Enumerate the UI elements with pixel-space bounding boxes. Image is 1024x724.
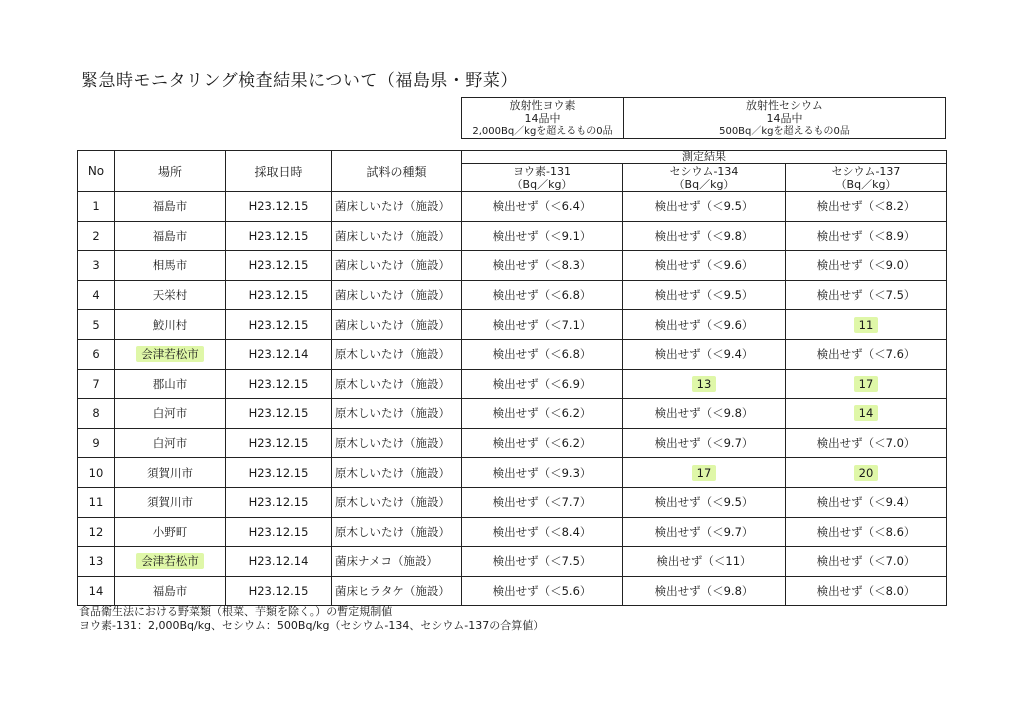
cell-i131-value: 検出せず（＜8.4）	[492, 524, 592, 539]
cell-cs134	[623, 547, 786, 577]
cell-date	[226, 399, 332, 429]
cell-cs137	[786, 280, 947, 310]
summary-iodine-count: 14品中	[524, 111, 561, 125]
cell-i131	[462, 369, 623, 399]
cell-i131	[462, 192, 623, 222]
cell-cs134-value: 検出せず（＜9.6）	[654, 258, 754, 273]
cell-cs137	[786, 547, 947, 577]
cell-cs134-value: 検出せず（＜9.5）	[654, 288, 754, 303]
cell-i131-value: 検出せず（＜6.4）	[492, 199, 592, 214]
cell-cs134-value: 検出せず（＜9.4）	[654, 347, 754, 362]
cell-sample	[332, 399, 462, 429]
cell-date	[226, 487, 332, 517]
table-row	[78, 251, 947, 281]
cell-no	[78, 576, 115, 606]
cell-no	[78, 339, 115, 369]
cell-no	[78, 310, 115, 340]
cell-place	[115, 487, 226, 517]
cell-sample-value: 菌床しいたけ（施設）	[335, 199, 450, 214]
cell-i131-value: 検出せず（＜6.2）	[492, 406, 592, 421]
table-row	[78, 399, 947, 429]
cell-place	[115, 310, 226, 340]
summary-iodine	[462, 98, 624, 139]
results-table	[77, 150, 947, 606]
cell-i131	[462, 487, 623, 517]
cell-i131	[462, 339, 623, 369]
cell-date-value: H23.12.14	[248, 554, 309, 569]
cell-cs134-value: 検出せず（＜9.8）	[654, 228, 754, 243]
cell-cs137-value: 11	[854, 317, 879, 333]
header-measure: 測定結果	[462, 151, 947, 164]
cell-i131-value: 検出せず（＜8.3）	[492, 258, 592, 273]
cell-cs137-value: 17	[854, 376, 879, 392]
table-row	[78, 280, 947, 310]
cell-sample-value: 菌床しいたけ（施設）	[335, 228, 450, 243]
cell-cs134-value: 検出せず（＜11）	[656, 554, 752, 569]
cell-sample-value: 原木しいたけ（施設）	[335, 524, 450, 539]
cell-cs134-value: 検出せず（＜9.5）	[654, 199, 754, 214]
cell-cs137-value: 検出せず（＜7.5）	[816, 288, 916, 303]
cell-date	[226, 547, 332, 577]
cell-cs134	[623, 221, 786, 251]
cell-no	[78, 487, 115, 517]
cell-sample-value: 菌床ヒラタケ（施設）	[335, 584, 450, 599]
cell-cs137-value: 検出せず（＜8.2）	[816, 199, 916, 214]
cell-place	[115, 251, 226, 281]
cell-sample	[332, 576, 462, 606]
cell-sample	[332, 280, 462, 310]
cell-no	[78, 458, 115, 488]
cell-cs134	[623, 251, 786, 281]
header-sample: 試料の種類	[332, 151, 462, 192]
cell-sample-value: 原木しいたけ（施設）	[335, 465, 450, 480]
cell-no-value: 1	[92, 199, 100, 214]
cell-place	[115, 339, 226, 369]
cell-date-value: H23.12.15	[248, 317, 309, 332]
cell-place	[115, 221, 226, 251]
table-row	[78, 487, 947, 517]
summary-iodine-result: 2,000Bq／kgを超えるもの0品	[472, 125, 613, 137]
cell-cs137	[786, 517, 947, 547]
summary-table	[461, 97, 946, 139]
cell-place-value: 相馬市	[152, 258, 188, 273]
table-row	[78, 576, 947, 606]
cell-date-value: H23.12.15	[248, 406, 309, 421]
cell-place-value: 天栄村	[152, 288, 188, 303]
cell-sample	[332, 339, 462, 369]
cell-cs134	[623, 399, 786, 429]
cell-place-value: 会津若松市	[136, 346, 204, 362]
cell-place-value: 須賀川市	[147, 495, 193, 510]
cell-date	[226, 221, 332, 251]
cell-date-value: H23.12.15	[248, 465, 309, 480]
cell-sample	[332, 547, 462, 577]
cell-cs134-value: 17	[692, 465, 717, 481]
cell-cs137-value: 検出せず（＜8.0）	[816, 584, 916, 599]
cell-place-value: 福島市	[152, 584, 188, 599]
cell-place-value: 須賀川市	[147, 465, 193, 480]
cell-cs134	[623, 458, 786, 488]
notes-line-1: 食品衛生法における野菜類（根菜、芋類を除く。）の暫定規制値	[79, 605, 393, 618]
cell-i131	[462, 576, 623, 606]
header-cs137	[786, 164, 947, 192]
cell-date	[226, 310, 332, 340]
cell-place-value: 小野町	[152, 524, 188, 539]
cell-cs137-value: 検出せず（＜9.4）	[816, 495, 916, 510]
cell-no	[78, 428, 115, 458]
header-i131-label: ヨウ素-131	[513, 164, 571, 178]
cell-sample	[332, 517, 462, 547]
cell-place-value: 福島市	[152, 228, 188, 243]
cell-cs137-value: 検出せず（＜8.9）	[816, 228, 916, 243]
cell-sample	[332, 428, 462, 458]
cell-cs137	[786, 458, 947, 488]
cell-place	[115, 517, 226, 547]
cell-place	[115, 192, 226, 222]
cell-cs134-value: 検出せず（＜9.8）	[654, 584, 754, 599]
table-row	[78, 517, 947, 547]
cell-cs134-value: 検出せず（＜9.6）	[654, 317, 754, 332]
cell-date-value: H23.12.15	[248, 376, 309, 391]
cell-no-value: 6	[92, 347, 100, 362]
cell-date	[226, 517, 332, 547]
cell-date	[226, 280, 332, 310]
cell-no-value: 3	[92, 258, 100, 273]
header-cs137-label: セシウム-137	[831, 164, 901, 178]
cell-cs134	[623, 369, 786, 399]
cell-cs134-value: 13	[692, 376, 717, 392]
summary-cesium-result: 500Bq／kgを超えるもの0品	[719, 125, 850, 137]
cell-date	[226, 428, 332, 458]
cell-sample	[332, 221, 462, 251]
cell-cs137-value: 20	[854, 465, 879, 481]
cell-no-value: 8	[92, 406, 100, 421]
cell-cs137	[786, 221, 947, 251]
cell-cs134-value: 検出せず（＜9.8）	[654, 406, 754, 421]
cell-sample-value: 原木しいたけ（施設）	[335, 347, 450, 362]
cell-place-value: 郡山市	[152, 376, 188, 391]
cell-sample	[332, 251, 462, 281]
regulation-notes	[79, 605, 544, 633]
table-row	[78, 192, 947, 222]
table-row	[78, 369, 947, 399]
cell-cs134	[623, 280, 786, 310]
cell-place	[115, 369, 226, 399]
cell-place	[115, 399, 226, 429]
cell-place-value: 白河市	[152, 436, 188, 451]
cell-no	[78, 251, 115, 281]
cell-cs134-value: 検出せず（＜9.5）	[654, 495, 754, 510]
cell-no-value: 12	[88, 524, 104, 539]
table-row	[78, 428, 947, 458]
cell-i131-value: 検出せず（＜9.1）	[492, 228, 592, 243]
cell-i131-value: 検出せず（＜6.2）	[492, 436, 592, 451]
cell-place-value: 福島市	[152, 199, 188, 214]
cell-date-value: H23.12.14	[248, 347, 309, 362]
cell-cs134	[623, 576, 786, 606]
cell-i131-value: 検出せず（＜9.3）	[492, 465, 592, 480]
cell-sample	[332, 369, 462, 399]
header-cs134-unit: （Bq／kg）	[673, 177, 735, 191]
cell-no	[78, 547, 115, 577]
cell-cs137-value: 検出せず（＜8.6）	[816, 524, 916, 539]
table-row	[78, 339, 947, 369]
cell-no	[78, 280, 115, 310]
cell-place-value: 会津若松市	[136, 553, 204, 569]
cell-cs137	[786, 576, 947, 606]
cell-no-value: 9	[92, 436, 100, 451]
summary-cesium-label: 放射性セシウム	[746, 98, 823, 112]
cell-sample-value: 原木しいたけ（施設）	[335, 406, 450, 421]
cell-date-value: H23.12.15	[248, 228, 309, 243]
cell-sample-value: 菌床しいたけ（施設）	[335, 258, 450, 273]
cell-no	[78, 192, 115, 222]
header-date: 採取日時	[226, 151, 332, 192]
cell-sample	[332, 310, 462, 340]
cell-no	[78, 221, 115, 251]
cell-cs137-value: 14	[854, 405, 879, 421]
cell-cs137	[786, 251, 947, 281]
cell-i131-value: 検出せず（＜7.1）	[492, 317, 592, 332]
cell-i131-value: 検出せず（＜5.6）	[492, 584, 592, 599]
cell-no	[78, 399, 115, 429]
cell-sample-value: 菌床しいたけ（施設）	[335, 317, 450, 332]
cell-i131	[462, 251, 623, 281]
cell-date-value: H23.12.15	[248, 524, 309, 539]
header-cs134	[623, 164, 786, 192]
cell-sample-value: 菌床しいたけ（施設）	[335, 288, 450, 303]
cell-date	[226, 576, 332, 606]
cell-no-value: 13	[88, 554, 104, 569]
cell-sample	[332, 458, 462, 488]
header-cs137-unit: （Bq／kg）	[835, 177, 897, 191]
cell-no	[78, 369, 115, 399]
cell-cs134	[623, 339, 786, 369]
cell-place	[115, 458, 226, 488]
cell-cs134	[623, 192, 786, 222]
header-i131-unit: （Bq／kg）	[511, 177, 573, 191]
table-row	[78, 458, 947, 488]
cell-cs134	[623, 428, 786, 458]
cell-i131-value: 検出せず（＜6.8）	[492, 288, 592, 303]
cell-i131	[462, 517, 623, 547]
cell-cs134	[623, 487, 786, 517]
cell-sample-value: 原木しいたけ（施設）	[335, 376, 450, 391]
cell-i131	[462, 428, 623, 458]
cell-i131-value: 検出せず（＜7.5）	[492, 554, 592, 569]
cell-cs137	[786, 428, 947, 458]
cell-date-value: H23.12.15	[248, 288, 309, 303]
cell-no-value: 10	[88, 465, 104, 480]
table-row	[78, 310, 947, 340]
cell-date	[226, 192, 332, 222]
cell-date-value: H23.12.15	[248, 436, 309, 451]
cell-i131	[462, 280, 623, 310]
cell-sample-value: 菌床ナメコ（施設）	[335, 554, 439, 569]
cell-no-value: 5	[92, 317, 100, 332]
table-row	[78, 221, 947, 251]
cell-cs134	[623, 310, 786, 340]
summary-cesium-count: 14品中	[766, 111, 803, 125]
cell-i131-value: 検出せず（＜7.7）	[492, 495, 592, 510]
cell-i131	[462, 221, 623, 251]
cell-place-value: 白河市	[152, 406, 188, 421]
cell-i131	[462, 310, 623, 340]
cell-i131-value: 検出せず（＜6.8）	[492, 347, 592, 362]
cell-date-value: H23.12.15	[248, 584, 309, 599]
cell-place	[115, 428, 226, 458]
cell-cs134	[623, 517, 786, 547]
cell-cs137-value: 検出せず（＜7.0）	[816, 554, 916, 569]
cell-cs137-value: 検出せず（＜7.0）	[816, 436, 916, 451]
header-cs134-label: セシウム-134	[669, 164, 739, 178]
cell-cs137	[786, 369, 947, 399]
cell-cs137	[786, 310, 947, 340]
cell-cs137	[786, 487, 947, 517]
cell-place	[115, 576, 226, 606]
cell-place-value: 鮫川村	[152, 317, 188, 332]
cell-sample	[332, 487, 462, 517]
cell-no-value: 7	[92, 376, 100, 391]
cell-sample-value: 原木しいたけ（施設）	[335, 495, 450, 510]
cell-cs137	[786, 339, 947, 369]
table-row	[78, 547, 947, 577]
header-place: 場所	[115, 151, 226, 192]
cell-i131	[462, 547, 623, 577]
cell-no-value: 11	[88, 495, 104, 510]
cell-date-value: H23.12.15	[248, 258, 309, 273]
cell-no	[78, 517, 115, 547]
cell-cs137-value: 検出せず（＜7.6）	[816, 347, 916, 362]
cell-no-value: 14	[88, 584, 104, 599]
cell-place	[115, 547, 226, 577]
cell-cs137	[786, 399, 947, 429]
cell-date	[226, 369, 332, 399]
cell-no-value: 4	[92, 288, 100, 303]
cell-sample	[332, 192, 462, 222]
cell-cs134-value: 検出せず（＜9.7）	[654, 524, 754, 539]
summary-cesium	[624, 98, 946, 139]
notes-line-2: ヨウ素-131：2,000Bq/kg、セシウム：500Bq/kg（セシウム-134、セシウム-137の合算値）	[79, 619, 545, 632]
cell-cs137	[786, 192, 947, 222]
header-no: No	[78, 151, 115, 192]
cell-sample-value: 原木しいたけ（施設）	[335, 436, 450, 451]
cell-date	[226, 251, 332, 281]
cell-i131	[462, 458, 623, 488]
cell-i131	[462, 399, 623, 429]
cell-date-value: H23.12.15	[248, 199, 309, 214]
cell-date-value: H23.12.15	[248, 495, 309, 510]
cell-date	[226, 458, 332, 488]
cell-cs134-value: 検出せず（＜9.7）	[654, 436, 754, 451]
page-title: 緊急時モニタリング検査結果について（福島県・野菜）	[81, 71, 518, 91]
cell-cs137-value: 検出せず（＜9.0）	[816, 258, 916, 273]
cell-place	[115, 280, 226, 310]
header-i131	[462, 164, 623, 192]
cell-i131-value: 検出せず（＜6.9）	[492, 376, 592, 391]
cell-no-value: 2	[92, 228, 100, 243]
summary-iodine-label: 放射性ヨウ素	[509, 98, 576, 112]
cell-date	[226, 339, 332, 369]
